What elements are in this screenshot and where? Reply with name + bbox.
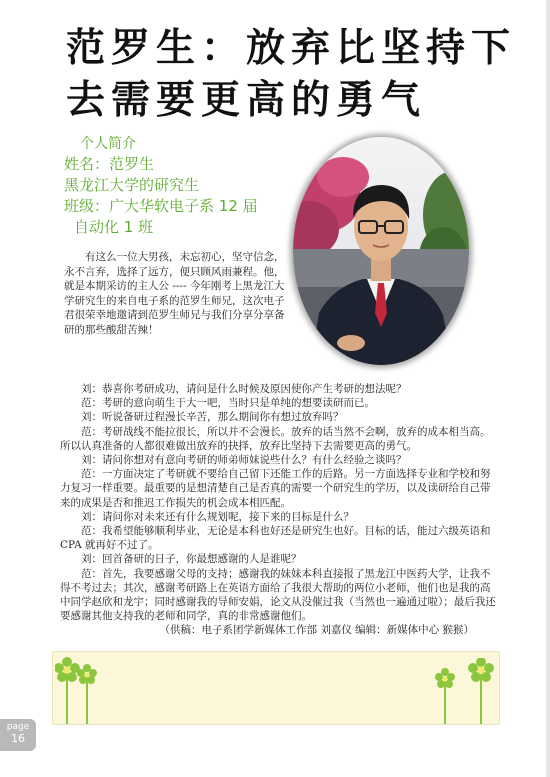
page-number-tab — [0, 719, 36, 751]
profile-heading: 个人简介 — [80, 136, 136, 152]
interview-line: 刘：请问你对未来还有什么规划呢，接下来的目标是什么？ — [81, 510, 354, 523]
flower-icon — [55, 654, 99, 726]
flower-icon — [433, 658, 497, 726]
interview-line: 范：一方面决定了考研就不要给自己留下还能工作的后路。另一方面选择专业和学校和努力复习一样重要。最重要的是想清楚自己是否真的需要一个研究生的学历，以及读研给自己带来的成果是否和推迟工作损失的机会成本相匹配。 — [60, 468, 491, 509]
page-label: page — [6, 722, 30, 732]
page-number: 16 — [11, 732, 25, 745]
article-title — [66, 22, 536, 126]
interview-line: 刘：听说备研过程漫长辛苦，那么期间你有想过放弃吗？ — [81, 411, 344, 424]
title-line-1: 范罗生：放弃比坚持下 — [66, 25, 517, 71]
page-edge — [546, 0, 550, 777]
portrait-illustration — [293, 137, 469, 365]
profile-class: 班级：广大华软电子系 12 届 — [64, 197, 258, 215]
decorative-footer — [52, 651, 500, 725]
title-line-2: 去需要更高的勇气 — [66, 77, 427, 123]
interview-line: 范：首先，我要感谢父母的支持；感谢我的妹妹本科直接报了黑龙江中医药大学，让我不得不考过去；其次，感谢考研路上在英语方面给了我很大帮助的两位小老师，他们也是我的高中同学赵欣和龙宇；同时感谢我的导师安娟，论文从没催过我（当然也一遍通过啦）；最后我还要感谢其他支持我的老师和同学，真的非常感谢他们。 — [60, 567, 496, 623]
interview-line: 刘：回首备研的日子，你最想感谢的人是谁呢？ — [81, 553, 302, 566]
profile-name: 姓名：范罗生 — [64, 155, 155, 173]
intro-paragraph: 有这么一位大男孩，未忘初心，坚守信念，永不言弃，选择了远方，便只顾风雨兼程。他，就是本期采访的主人公 ---- 今年刚考上黑龙江大学研究生的来自电子系的范罗生师兄，这次电子君很荣幸地邀请到范罗生师兄与我们分享分享备研的那些酸甜苦辣！ — [64, 251, 285, 336]
profile-box — [64, 135, 304, 238]
interview-line: 刘：恭喜你考研成功，请问是什么时候及原因使你产生考研的想法呢？ — [81, 383, 407, 395]
profile-class-continued: 自动化 1 班 — [74, 218, 154, 236]
portrait-photo — [293, 137, 469, 365]
interview-line: 范：我希望能够顺利毕业，无论是本科也好还是研究生也好。目标的话，能过六级英语和 CPA 就再好不过了。 — [60, 525, 491, 552]
article-credits: （供稿：电子系团学新媒体工作部 刘嘉仪 编辑：新媒体中心 猴猴） — [159, 624, 474, 637]
interview-body — [60, 382, 500, 638]
profile-school: 黑龙江大学的研究生 — [64, 176, 200, 194]
interview-line: 范：考研战线不能拉很长，所以并不会漫长。放弃的话当然不会啊，放弃的成本相当高。所以认真准备的人都很难做出放弃的抉择，放弃比坚持下去需要更高的勇气。 — [60, 425, 491, 452]
interview-line: 范：考研的意向萌生于大一吧，当时只是单纯的想要读研而已。 — [81, 397, 375, 410]
intro-paragraph-box — [64, 250, 290, 337]
interview-line: 刘：请问你想对有意向考研的师弟师妹说些什么？有什么经验之谈吗？ — [81, 454, 407, 467]
